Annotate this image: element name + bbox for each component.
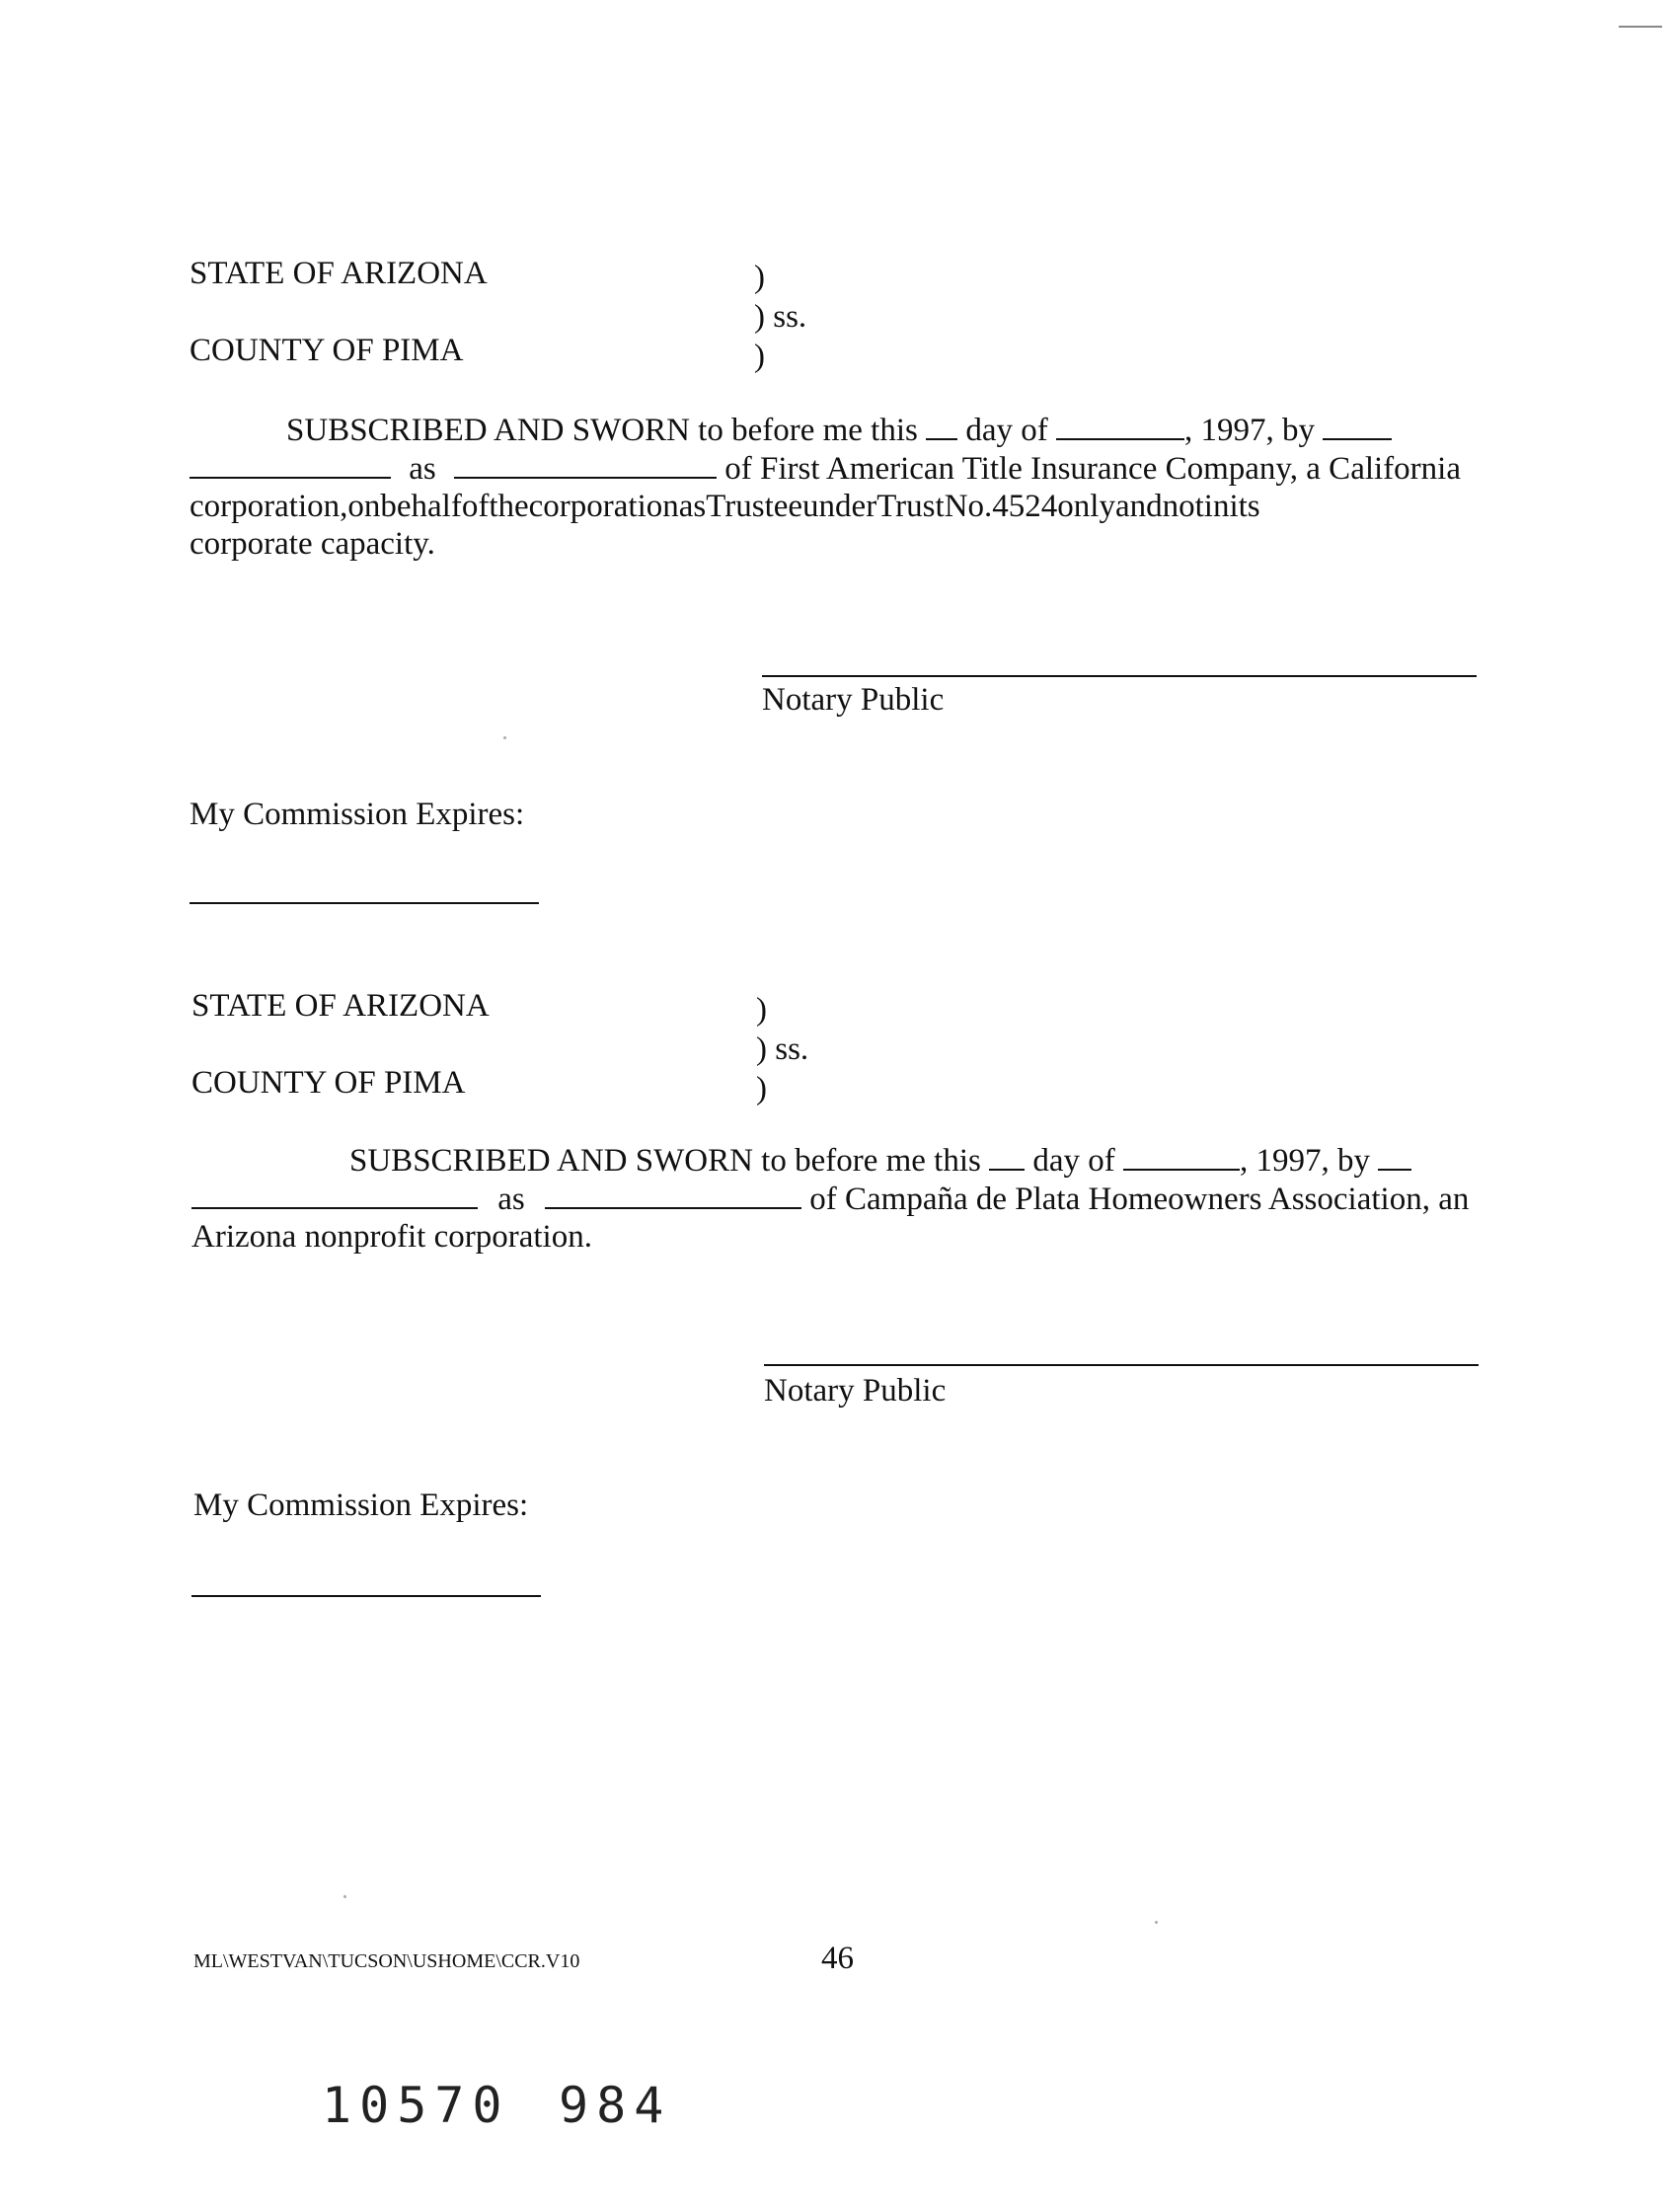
jurat2-line-2: as of Campaña de Plata Homeowners Association, an — [191, 1180, 1475, 1218]
jurat2-line-1: SUBSCRIBED AND SWORN to before me this day of , 1997, by — [191, 1141, 1475, 1180]
page-number: 46 — [821, 1941, 854, 1976]
notary-signature-line-2[interactable] — [764, 1364, 1479, 1366]
paren-bot-2: ) — [756, 1071, 767, 1106]
jurat-word: not — [1162, 489, 1204, 524]
jurat-word: the — [489, 489, 529, 524]
jurat-word: only — [1057, 489, 1115, 524]
recording-stamp-right: 984 — [559, 2077, 672, 2134]
county-label-2: COUNTY OF PIMA — [191, 1065, 466, 1101]
state-label-2: STATE OF ARIZONA — [191, 988, 490, 1024]
commission-expires-label-2: My Commission Expires: — [193, 1487, 529, 1523]
scan-speck — [343, 1895, 346, 1898]
county-label-1: COUNTY OF PIMA — [190, 333, 464, 368]
jurat2-line-3: Arizona nonprofit corporation. — [191, 1219, 592, 1255]
jurat-word: No. — [944, 489, 993, 524]
corner-mark — [1619, 26, 1662, 28]
scan-speck — [1155, 1921, 1158, 1924]
commission-date-line-2[interactable] — [191, 1595, 541, 1597]
paren-top-1: ) — [754, 260, 765, 295]
jurat-word: 4524 — [992, 489, 1058, 524]
jurat-word: under — [802, 489, 877, 524]
month-blank[interactable] — [1056, 411, 1184, 440]
recording-stamp-left: 10570 — [322, 2077, 510, 2134]
title-blank-2[interactable] — [545, 1180, 801, 1209]
jurat-line-4: corporate capacity. — [190, 526, 435, 562]
jurat-word: as — [678, 489, 707, 524]
title-blank[interactable] — [454, 449, 717, 479]
jurat-word: in — [1203, 489, 1230, 524]
month-blank-2[interactable] — [1123, 1141, 1240, 1171]
signer-blank[interactable] — [1323, 411, 1392, 440]
day-blank[interactable] — [926, 411, 957, 440]
jurat-line-3 — [190, 488, 1473, 525]
jurat-word: its — [1229, 489, 1260, 524]
document-path: ML\WESTVAN\TUCSON\USHOME\CCR.V10 — [193, 1950, 580, 1972]
jurat-word: Trust — [876, 489, 945, 524]
day-blank-2[interactable] — [989, 1141, 1025, 1171]
ss-label-1: ) ss. — [754, 299, 807, 335]
notary-signature-line-1[interactable] — [762, 675, 1477, 677]
jurat-paragraph-2 — [191, 1141, 1475, 1256]
ss-label-2: ) ss. — [756, 1031, 809, 1067]
notary-public-label-1: Notary Public — [762, 682, 945, 718]
scan-speck — [503, 736, 506, 739]
jurat-word: on — [347, 489, 381, 524]
name-blank[interactable] — [190, 449, 391, 479]
signer-blank-2[interactable] — [1378, 1141, 1411, 1171]
jurat-word: corporation, — [190, 489, 348, 524]
jurat-word: Trustee — [706, 489, 803, 524]
state-label-1: STATE OF ARIZONA — [190, 256, 488, 291]
jurat-line-2: as of First American Title Insurance Company, a California — [190, 449, 1473, 488]
commission-date-line-1[interactable] — [190, 902, 539, 904]
jurat-paragraph-1 — [190, 411, 1473, 563]
paren-top-2: ) — [756, 992, 767, 1028]
jurat-word: and — [1114, 489, 1163, 524]
jurat-word: behalf — [380, 489, 462, 524]
jurat-word: of — [461, 489, 490, 524]
notary-public-label-2: Notary Public — [764, 1373, 947, 1409]
commission-expires-label-1: My Commission Expires: — [190, 797, 525, 832]
paren-bot-1: ) — [754, 339, 765, 374]
jurat-word: corporation — [528, 489, 679, 524]
name-blank-2[interactable] — [191, 1180, 478, 1209]
jurat-line-1: SUBSCRIBED AND SWORN to before me this day of , 1997, by — [190, 411, 1473, 449]
